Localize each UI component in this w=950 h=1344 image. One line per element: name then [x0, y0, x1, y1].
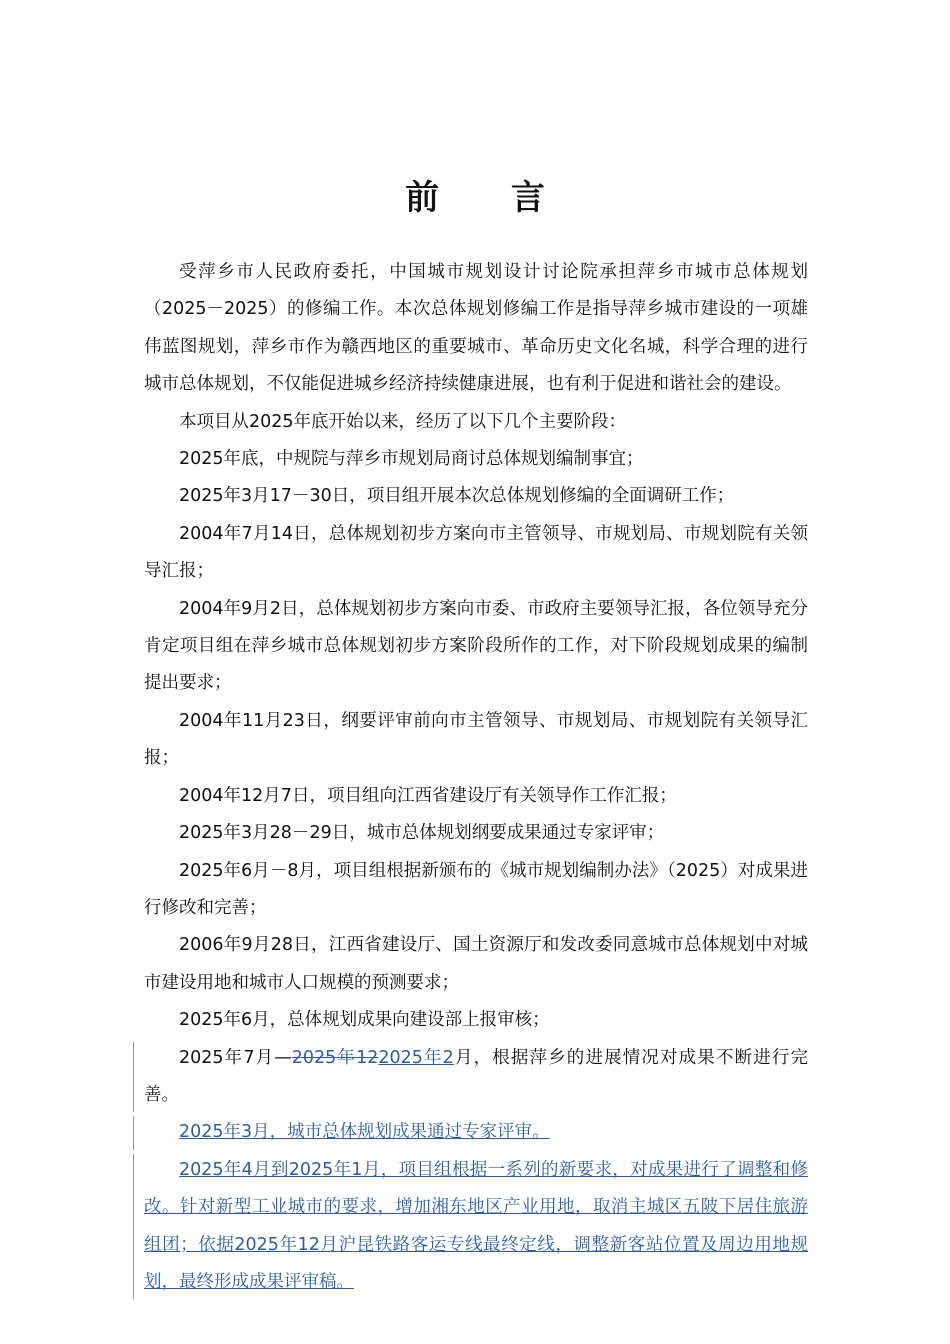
change-bar	[133, 1042, 134, 1113]
paragraph-stages-intro: 本项目从2025年底开始以来，经历了以下几个主要阶段：	[179, 411, 627, 432]
inserted-text: 2025年2	[378, 1047, 454, 1068]
paragraph-stage: 2025年6月，总体规划成果向建设部上报审核；	[179, 1010, 550, 1031]
inserted-text: 2025年3月，城市总体规划成果通过专家评审。	[179, 1122, 550, 1143]
paragraph-stage: 2025年3月28－29日，城市总体规划纲要成果通过专家评审；	[179, 823, 665, 844]
paragraph-stage: 2004年11月23日，纲要评审前向市主管领导、市规划局、市规划院有关领导汇报；	[144, 710, 808, 769]
preface-body	[144, 254, 808, 1301]
paragraph-revised	[144, 1040, 808, 1115]
inserted-text: 2025年4月到2025年1月，项目组根据一系列的新要求，对成果进行了调整和修改。针对新型工业城市的要求，增加湘东地区产业用地，取消主城区五陂下居住旅游组团；依据2025年12月沪昆铁路客运专线最终定线，调整新客站位置及周边用地规划，最终形成成果评审稿。	[144, 1159, 808, 1292]
paragraph-stage: 2025年3月17－30日，项目组开展本次总体规划修编的全面调研工作；	[179, 486, 735, 507]
paragraph-intro: 受萍乡市人民政府委托，中国城市规划设计讨论院承担萍乡市城市总体规划（2025－2025）的修编工作。本次总体规划修编工作是指导萍乡城市建设的一项雄伟蓝图规划，萍乡市作为赣西地区的重要城市、革命历史文化名城，科学合理的进行城市总体规划，不仅能促进城乡经济持续健康进展，也有利于促进和谐社会的建设。	[144, 262, 808, 395]
paragraph-stage: 2025年6月－8月，项目组根据新颁布的《城市规划编制办法》（2025）对成果进行修改和完善；	[144, 860, 808, 918]
deleted-text: 2025年12	[291, 1047, 379, 1068]
change-bar	[133, 1116, 134, 1149]
revised-prefix: 2025年7月—	[179, 1047, 292, 1068]
paragraph-stage: 2004年9月2日，总体规划初步方案向市委、市政府主要领导汇报，各位领导充分肯定项目组在萍乡城市总体规划初步方案阶段所作的工作，对下阶段规划成果的编制提出要求；	[144, 598, 808, 694]
paragraph-stage: 2004年7月14日，总体规划初步方案向市主管领导、市规划局、市规划院有关领导汇报；	[144, 523, 808, 582]
change-bar	[133, 1154, 134, 1300]
revised-suffix: 月，根据萍乡的进展情况对成果不断进行完善。	[144, 1047, 809, 1105]
paragraph-stage: 2004年12月7日，项目组向江西省建设厅有关领导作工作汇报；	[179, 785, 677, 806]
paragraph-stage: 2006年9月28日，江西省建设厅、国土资源厅和发改委同意城市总体规划中对城市建设用地和城市人口规模的预测要求；	[144, 935, 808, 993]
page-title: 前 言	[405, 178, 575, 218]
paragraph-stage: 2025年底，中规院与萍乡市规划局商讨总体规划编制事宜；	[179, 449, 644, 470]
paragraph-inserted	[144, 1114, 808, 1151]
paragraph-inserted	[144, 1152, 808, 1302]
